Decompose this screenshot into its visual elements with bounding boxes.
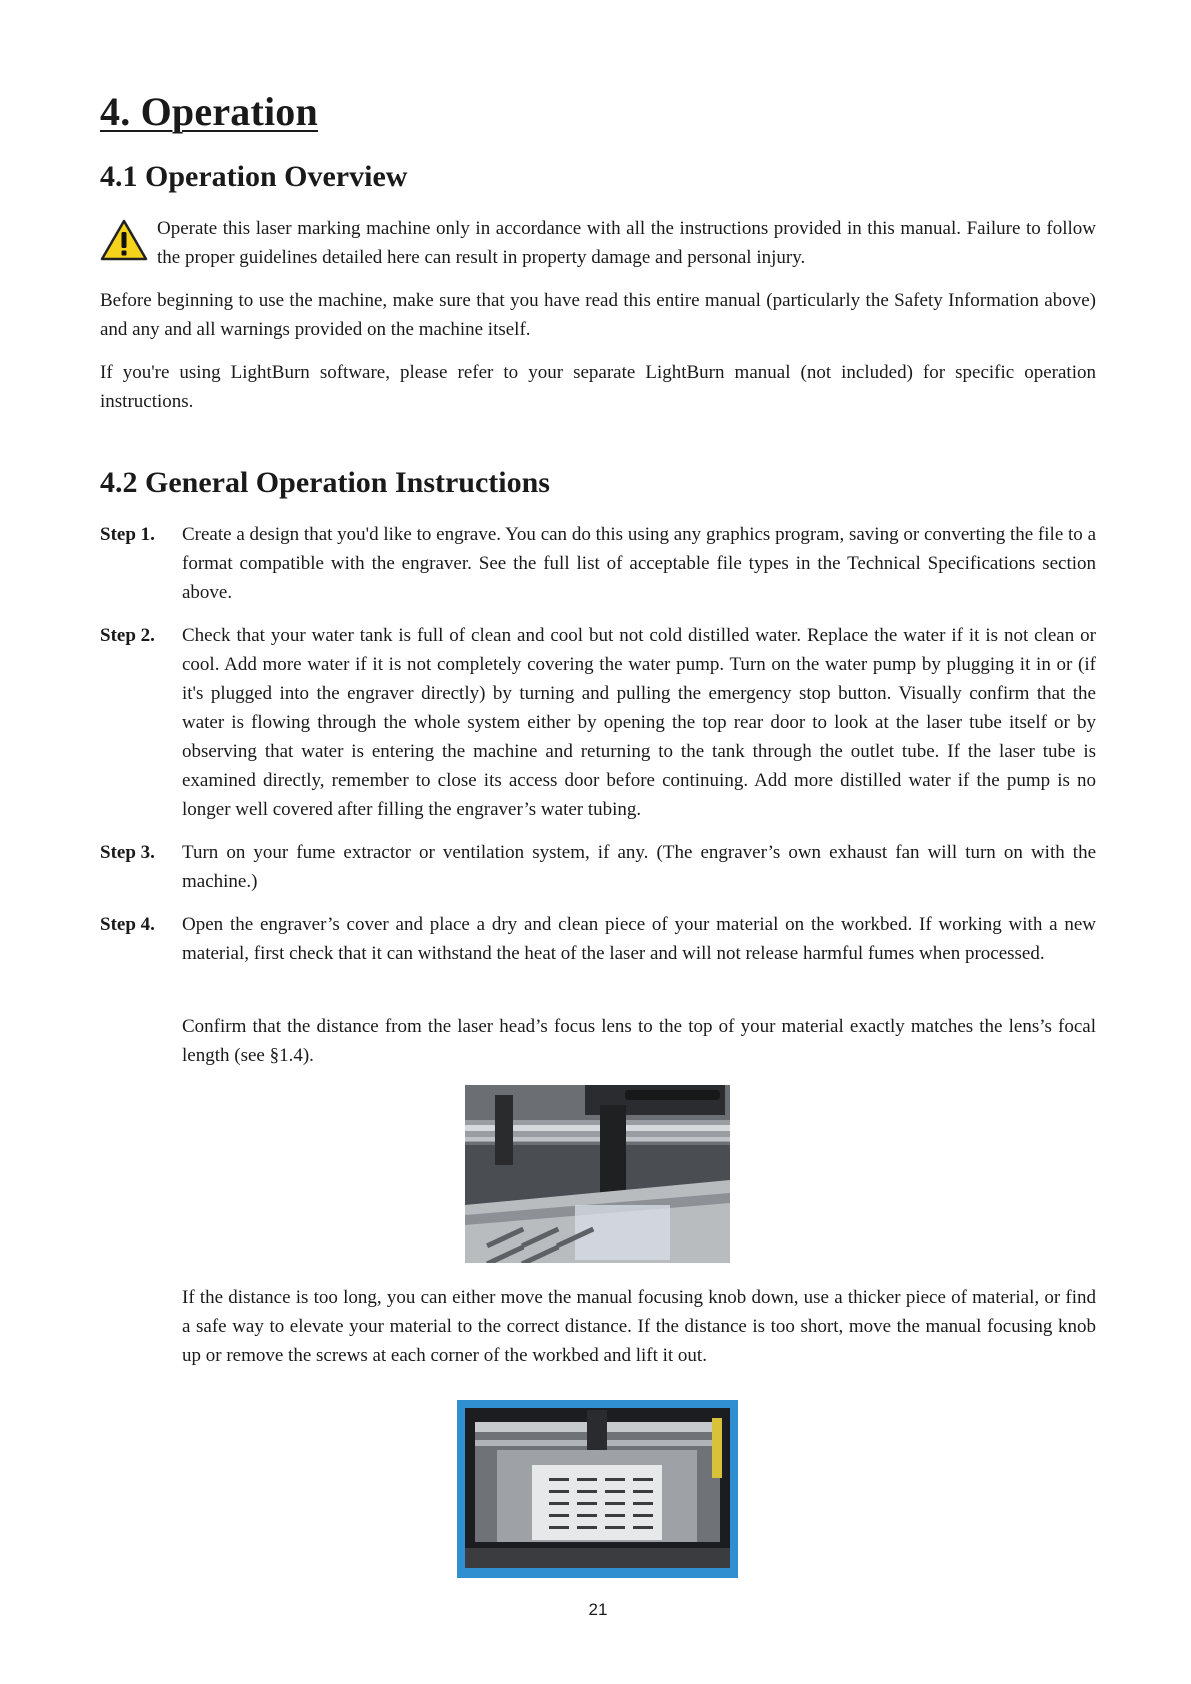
warning-triangle-icon	[100, 218, 148, 262]
step-4	[100, 910, 1096, 968]
step-text: Turn on your fume extractor or ventilation system, if any. (The engraver’s own exhaust fan will turn on with the machine.)	[182, 842, 1096, 892]
laser-head-illustration	[465, 1085, 730, 1263]
workbed-photo	[457, 1400, 738, 1578]
laser-head-photo	[465, 1085, 730, 1263]
step-label: Step 4.	[100, 914, 155, 935]
step-text: Create a design that you'd like to engrave. You can do this using any graphics program, saving or converting the file to a format compatible with the engraver. See the full list of acceptable file types in the Technical Specifications section above.	[182, 524, 1096, 603]
step-1	[100, 520, 1096, 607]
chapter-title: 4. Operation	[100, 89, 318, 134]
step-label: Step 1.	[100, 524, 155, 545]
step-label: Step 2.	[100, 625, 155, 646]
overview-paragraph-1: Before beginning to use the machine, make sure that you have read this entire manual (particularly the Safety Information above) and any and all warnings provided on the machine itself.	[100, 290, 1096, 340]
overview-paragraph-2: If you're using LightBurn software, please refer to your separate LightBurn manual (not included) for specific operation instructions.	[100, 362, 1096, 412]
section-heading-instructions: 4.2 General Operation Instructions	[100, 466, 550, 499]
step-3	[100, 838, 1096, 896]
step-text: Open the engraver’s cover and place a dry and clean piece of your material on the workbed. If working with a new material, first check that it can withstand the heat of the laser and will not release harmful fumes when processed.	[182, 914, 1096, 964]
step-text: Check that your water tank is full of clean and cool but not cold distilled water. Replace the water if it is not clean or cool. Add more water if it is not completely covering the water pump. Turn on the water pump by plugging it in or (if it's plugged into the engraver directly) by turning and pulling the emergency stop button. Visually confirm that the water is flowing through the whole system either by opening the top rear door to look at the laser tube itself or by observing that water is entering the machine and returning to the tank through the outlet tube. If the laser tube is examined directly, remember to close its access door before continuing. Add more distilled water if the pump is no longer well covered after filling the engraver’s water tubing.	[182, 625, 1096, 820]
focus-distance-paragraph: Confirm that the distance from the laser head’s focus lens to the top of your material exactly matches the lens’s focal length (see §1.4).	[182, 1016, 1096, 1066]
adjust-distance-paragraph: If the distance is too long, you can either move the manual focusing knob down, use a thicker piece of material, or find a safe way to elevate your material to the correct distance. If the distance is too short, move the manual focusing knob up or remove the screws at each corner of the workbed and lift it out.	[182, 1287, 1096, 1366]
warning-text: Operate this laser marking machine only in accordance with all the instructions provided in this manual. Failure to follow the proper guidelines detailed here can result in property damage and personal injury.	[157, 218, 1096, 268]
workbed-illustration	[457, 1400, 738, 1578]
section-heading-overview: 4.1 Operation Overview	[100, 160, 408, 193]
page-number: 21	[588, 1600, 608, 1619]
step-label: Step 3.	[100, 842, 155, 863]
warning-notice	[100, 214, 1096, 272]
manual-page	[100, 0, 1096, 1684]
step-2	[100, 621, 1096, 824]
